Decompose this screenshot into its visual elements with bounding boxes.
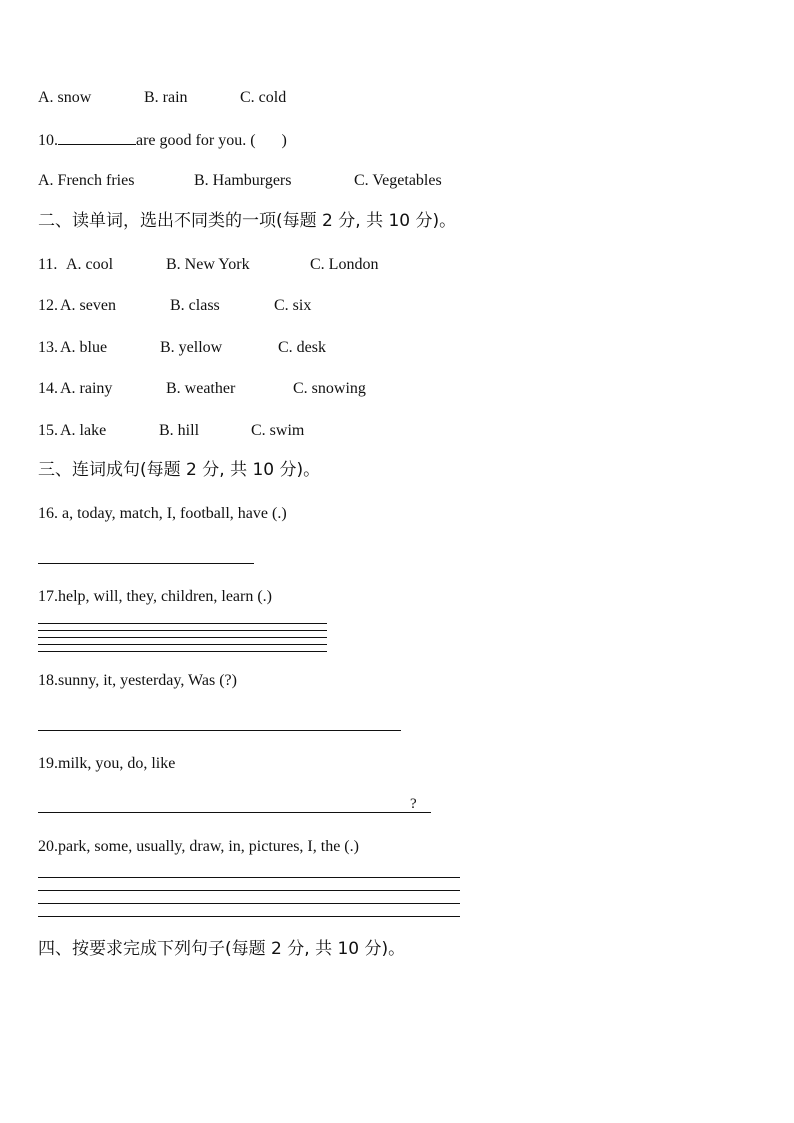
q16-answer-line[interactable]: [38, 563, 254, 564]
q14-option-a: A. rainy: [60, 380, 113, 397]
q15-number: 15.: [38, 422, 58, 439]
q17-answer-line-2[interactable]: [38, 630, 327, 631]
q10-question: [38, 130, 287, 151]
q11-option-b: B. New York: [166, 256, 250, 273]
q10-option-b: B. Hamburgers: [194, 172, 292, 189]
q10-close: ): [281, 132, 287, 149]
q17-answer-line-1[interactable]: [38, 623, 327, 624]
q9-option-a: A. snow: [38, 89, 92, 106]
q11-number: 11.: [38, 256, 58, 273]
q13-option-a: A. blue: [60, 339, 108, 356]
q11-option-c: C. London: [310, 256, 379, 273]
q20-answer-line-3[interactable]: [38, 903, 460, 904]
q12-option-a: A. seven: [60, 297, 116, 314]
q9-option-b: B. rain: [144, 89, 188, 106]
q10-blank: [58, 130, 136, 145]
q13-option-c: C. desk: [278, 339, 326, 356]
q14-option-b: B. weather: [166, 380, 236, 397]
q12-number: 12.: [38, 297, 58, 314]
q19-answer-line[interactable]: [38, 812, 431, 813]
q14-option-c: C. snowing: [293, 380, 366, 397]
q10-option-c: C. Vegetables: [354, 172, 442, 189]
q18-text: 18.sunny, it, yesterday, Was (?): [38, 672, 237, 689]
q20-answer-line-2[interactable]: [38, 890, 460, 891]
q10-text: are good for you. (: [136, 132, 256, 149]
q13-number: 13.: [38, 339, 58, 356]
q17-answer-line-3[interactable]: [38, 637, 327, 638]
q15-option-c: C. swim: [251, 422, 305, 439]
q17-text: 17.help, will, they, children, learn (.): [38, 588, 272, 605]
q17-answer-line-4[interactable]: [38, 644, 327, 645]
section4-heading: 四、按要求完成下列句子(每题 2 分, 共 10 分)。: [38, 939, 406, 959]
q20-answer-line-4[interactable]: [38, 916, 460, 917]
q14-number: 14.: [38, 380, 58, 397]
section2-heading: 二、读单词，选出不同类的一项(每题 2 分, 共 10 分)。: [38, 211, 457, 231]
q10-option-a: A. French fries: [38, 172, 135, 189]
section3-heading: 三、连词成句(每题 2 分, 共 10 分)。: [38, 460, 321, 480]
q20-text: 20.park, some, usually, draw, in, pictures, I, the (.): [38, 838, 359, 855]
q11-option-a: A. cool: [66, 256, 114, 273]
q13-option-b: B. yellow: [160, 339, 223, 356]
q18-answer-line[interactable]: [38, 730, 401, 731]
q15-option-b: B. hill: [159, 422, 200, 439]
q10-number: 10.: [38, 132, 58, 149]
q12-option-b: B. class: [170, 297, 220, 314]
q16-text: 16. a, today, match, I, football, have (.): [38, 505, 287, 522]
q19-text: 19.milk, you, do, like: [38, 755, 176, 772]
q15-option-a: A. lake: [60, 422, 107, 439]
q20-answer-line-1[interactable]: [38, 877, 460, 878]
q17-answer-line-5[interactable]: [38, 651, 327, 652]
q19-question-mark: ?: [410, 796, 417, 812]
q12-option-c: C. six: [274, 297, 312, 314]
q9-option-c: C. cold: [240, 89, 287, 106]
